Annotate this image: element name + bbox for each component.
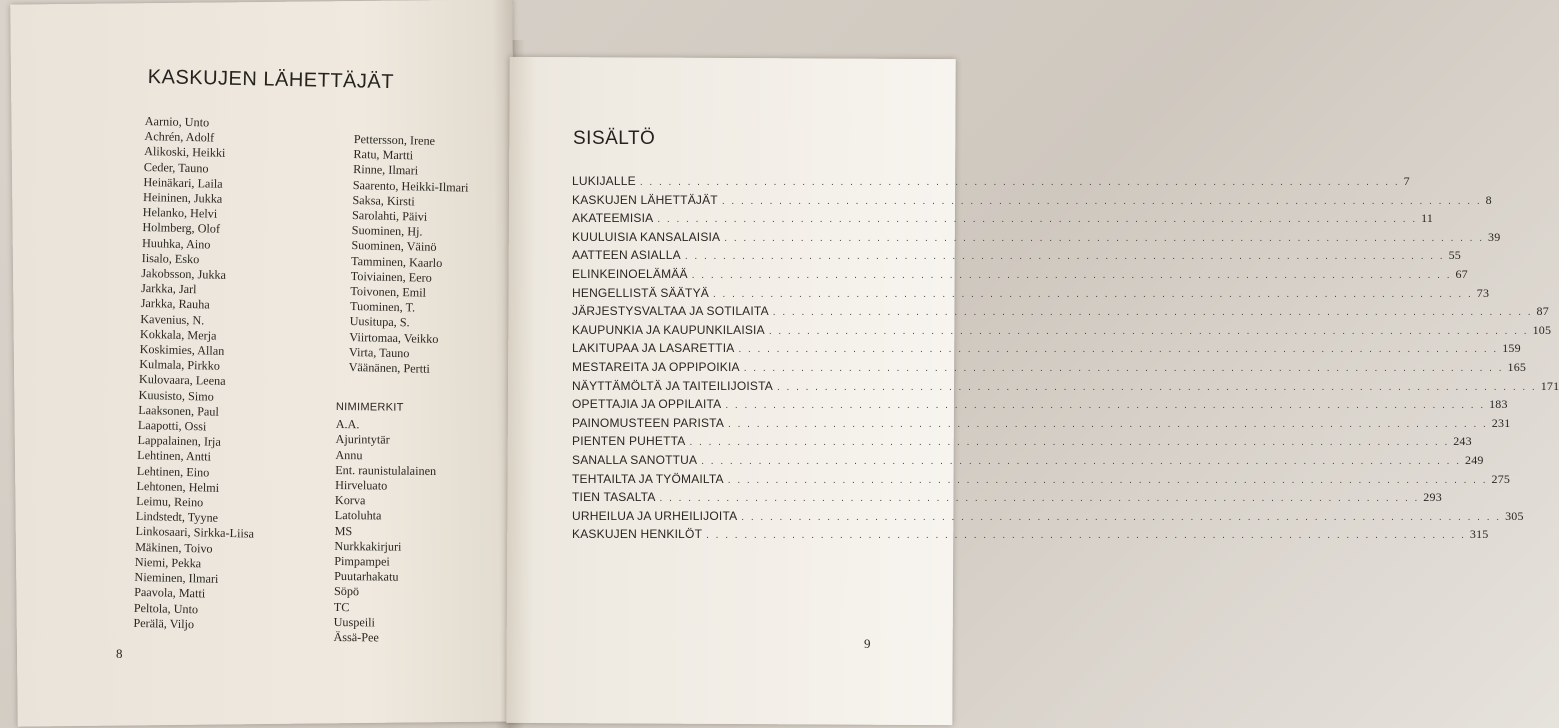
toc-entry-page: 315: [1469, 527, 1489, 542]
toc-entry: [572, 434, 1472, 453]
toc-dot-leader: . . . . . . . . . . . . . . . . . . . . . . . . . . . . . . . . . . . . . . . . . . . . . . . . . . . . . . . . . . . . . . . . . . . . . . . . . . . . . . . .: [741, 511, 1502, 523]
contributor-name: Helanko, Helvi: [142, 205, 218, 221]
toc-dot-leader: . . . . . . . . . . . . . . . . . . . . . . . . . . . . . . . . . . . . . . . . . . . . . . . . . . . . . . . . . . . . . . . . . . . . . . . . . . . . . . . .: [772, 307, 1533, 319]
toc-dot-leader: . . . . . . . . . . . . . . . . . . . . . . . . . . . . . . . . . . . . . . . . . . . . . . . . . . . . . . . . . . . . . . . . . . . . . . . . . . . . . . . .: [657, 214, 1418, 226]
contributor-name: Heininen, Jukka: [142, 189, 223, 206]
toc-dot-leader: . . . . . . . . . . . . . . . . . . . . . . . . . . . . . . . . . . . . . . . . . . . . . . . . . . . . . . . . . . . . . . . . . . . . . . . . . . . . . . . .: [738, 344, 1499, 356]
toc-entry-title: MESTAREITA JA OPPIPOIKIA: [572, 359, 740, 374]
toc-entry: [572, 415, 1511, 435]
toc-entry-page: 159: [1502, 341, 1521, 356]
toc-entry-title: KASKUJEN HENKILÖT: [572, 527, 703, 542]
contributor-name: Kuusisto, Simo: [138, 387, 214, 404]
table-of-contents: [572, 174, 1559, 546]
toc-entry-title: URHEILUA JA URHEILIJOITA: [572, 508, 738, 523]
contributor-name: Tamminen, Kaarlo: [350, 253, 443, 270]
pseudonym: Korva: [334, 493, 366, 508]
toc-entry-title: TIEN TASALTA: [572, 490, 656, 505]
toc-dot-leader: . . . . . . . . . . . . . . . . . . . . . . . . . . . . . . . . . . . . . . . . . . . . . . . . . . . . . . . . . . . . . . . . . . . . . . . . . . . . . . . .: [724, 232, 1485, 244]
contributors-column-2: [348, 132, 469, 378]
toc-entry-title: NÄYTTÄMÖLTÄ JA TAITEILIJOISTA: [572, 378, 773, 393]
pseudonym: Puutarhakatu: [334, 569, 399, 584]
toc-dot-leader: . . . . . . . . . . . . . . . . . . . . . . . . . . . . . . . . . . . . . . . . . . . . . . . . . . . . . . . . . . . . . . . . . . . . . . . . . . . . . . . .: [659, 493, 1420, 505]
toc-entry-page: 55: [1448, 248, 1461, 263]
toc-entry: [572, 211, 1434, 230]
contributors-heading: KASKUJEN LÄHETTÄJÄT: [147, 66, 395, 94]
contributors-column-1: [133, 114, 263, 633]
toc-dot-leader: . . . . . . . . . . . . . . . . . . . . . . . . . . . . . . . . . . . . . . . . . . . . . . . . . . . . . . . . . . . . . . . . . . . . . . . . . . . . . . . .: [725, 400, 1486, 412]
pseudonym: A.A.: [335, 417, 360, 432]
toc-entry-page: 171: [1540, 378, 1559, 393]
toc-entry-title: PIENTEN PUHETTA: [572, 434, 686, 449]
toc-entry: [572, 229, 1501, 249]
contents-heading: SISÄLTÖ: [573, 128, 656, 149]
toc-entry-title: TEHTAILTA JA TYÖMAILTA: [572, 471, 724, 486]
toc-entry-page: 305: [1505, 508, 1524, 523]
contributor-name: Lindstedt, Tyyne: [135, 509, 219, 526]
contributor-name: Mäkinen, Toivo: [135, 539, 213, 556]
toc-entry: [572, 174, 1410, 193]
contributor-name: Suominen, Hj.: [351, 223, 423, 239]
contributor-name: Lehtonen, Helmi: [136, 478, 220, 495]
toc-entry-title: JÄRJESTYSVALTAA JA SOTILAITA: [572, 304, 769, 319]
contributor-name: Niemi, Pekka: [134, 554, 202, 571]
contributor-name: Suominen, Väinö: [351, 238, 437, 255]
toc-dot-leader: . . . . . . . . . . . . . . . . . . . . . . . . . . . . . . . . . . . . . . . . . . . . . . . . . . . . . . . . . . . . . . . . . . . . . . . . . . . . . . . .: [728, 418, 1488, 430]
toc-entry-title: KAUPUNKIA JA KAUPUNKILAISIA: [572, 322, 765, 337]
pseudonyms-heading: NIMIMERKIT: [335, 400, 404, 414]
toc-dot-leader: . . . . . . . . . . . . . . . . . . . . . . . . . . . . . . . . . . . . . . . . . . . . . . . . . . . . . . . . . . . . . . . . . . . . . . . . . . . . . . . .: [691, 269, 1452, 281]
toc-entry-page: 183: [1489, 397, 1508, 412]
contributor-name: Tuominen, T.: [349, 299, 416, 315]
toc-entry: [572, 527, 1489, 546]
contributor-name: Rinne, Ilmari: [352, 162, 419, 178]
toc-entry-page: 293: [1423, 490, 1442, 505]
toc-entry-title: HENGELLISTÄ SÄÄTYÄ: [572, 285, 709, 300]
toc-entry-title: AKATEEMISIA: [572, 211, 654, 226]
toc-entry-page: 243: [1453, 434, 1472, 449]
toc-dot-leader: . . . . . . . . . . . . . . . . . . . . . . . . . . . . . . . . . . . . . . . . . . . . . . . . . . . . . . . . . . . . . . . . . . . . . . . . . . . . . . . .: [712, 288, 1473, 300]
contributor-name: Lappalainen, Irja: [137, 433, 221, 450]
left-page-number: 8: [116, 646, 123, 661]
toc-entry-title: PAINOMUSTEEN PARISTA: [572, 415, 725, 430]
pseudonym: TC: [333, 599, 350, 614]
contributor-name: Nieminen, Ilmari: [134, 569, 219, 586]
pseudonym: Uuspeili: [333, 614, 376, 630]
toc-entry: [572, 378, 1559, 398]
toc-entry-title: OPETTAJIA JA OPPILAITA: [572, 397, 722, 412]
toc-entry: [572, 285, 1490, 305]
contributor-name: Laapotti, Ossi: [137, 417, 207, 434]
toc-entry: [572, 304, 1549, 323]
toc-entry-title: ELINKEINOELÄMÄÄ: [572, 266, 688, 281]
contributor-name: Ratu, Martti: [353, 147, 414, 163]
pseudonym: Ent. raunistulalainen: [335, 462, 437, 478]
right-page-number: 9: [864, 636, 871, 651]
toc-entry: [572, 192, 1492, 212]
toc-entry: [572, 508, 1524, 528]
contributor-name: Jarkka, Jarl: [140, 281, 197, 297]
contributor-name: Pettersson, Irene: [353, 132, 436, 148]
toc-dot-leader: . . . . . . . . . . . . . . . . . . . . . . . . . . . . . . . . . . . . . . . . . . . . . . . . . . . . . . . . . . . . . . . . . . . . . . . . . . . . . . . .: [689, 437, 1450, 449]
contributor-name: Jakobsson, Jukka: [141, 265, 227, 282]
contributor-name: Iisalo, Esko: [141, 250, 200, 267]
contributor-name: Kulmala, Pirkko: [139, 357, 221, 374]
contributor-name: Saarento, Heikki-Ilmari: [352, 177, 469, 195]
contributor-name: Aarnio, Unto: [144, 114, 210, 130]
toc-dot-leader: . . . . . . . . . . . . . . . . . . . . . . . . . . . . . . . . . . . . . . . . . . . . . . . . . . . . . . . . . . . . . . . . . . . . . . . . . . . . . . . .: [701, 455, 1462, 467]
toc-entry: [572, 359, 1527, 379]
toc-entry: [572, 490, 1442, 509]
pseudonym: Söpö: [333, 584, 360, 599]
toc-entry: [572, 341, 1521, 360]
pseudonym: MS: [334, 523, 353, 538]
contributor-name: Laaksonen, Paul: [138, 402, 219, 419]
contributor-name: Sarolahti, Päivi: [351, 207, 428, 224]
toc-dot-leader: . . . . . . . . . . . . . . . . . . . . . . . . . . . . . . . . . . . . . . . . . . . . . . . . . . . . . . . . . . . . . . . . . . . . . . . . . . . . . . . .: [721, 195, 1482, 207]
contributor-name: Virta, Tauno: [348, 344, 410, 361]
contributor-name: Koskimies, Allan: [139, 341, 225, 358]
contributor-name: Perälä, Viljo: [133, 615, 195, 631]
contributor-name: Viirtomaa, Veikko: [349, 329, 439, 346]
toc-dot-leader: . . . . . . . . . . . . . . . . . . . . . . . . . . . . . . . . . . . . . . . . . . . . . . . . . . . . . . . . . . . . . . . . . . . . . . . . . . . . . . . .: [743, 362, 1504, 374]
toc-entry-page: 7: [1403, 174, 1410, 188]
toc-entry-title: LUKIJALLE: [572, 174, 636, 188]
toc-entry-page: 8: [1485, 192, 1492, 207]
toc-dot-leader: . . . . . . . . . . . . . . . . . . . . . . . . . . . . . . . . . . . . . . . . . . . . . . . . . . . . . . . . . . . . . . . . . . . . . . . . . . . . . . . .: [706, 530, 1466, 542]
toc-entry-page: 231: [1491, 415, 1511, 430]
contributor-name: Peltola, Unto: [133, 600, 199, 616]
toc-dot-leader: . . . . . . . . . . . . . . . . . . . . . . . . . . . . . . . . . . . . . . . . . . . . . . . . . . . . . . . . . . . . . . . . . . . . . . . . . . . . . . . .: [727, 474, 1488, 486]
contributor-name: Väänänen, Pertti: [348, 359, 431, 376]
toc-entry: [572, 397, 1508, 416]
contributor-name: Kulovaara, Leena: [138, 372, 226, 389]
toc-entry-page: 165: [1507, 359, 1527, 374]
contributor-name: Kokkala, Merja: [139, 326, 217, 343]
contributor-name: Holmberg, Olof: [142, 220, 221, 237]
contributor-name: Kavenius, N.: [140, 311, 205, 328]
contributor-name: Paavola, Matti: [133, 585, 206, 601]
toc-entry: [572, 452, 1484, 472]
contributor-name: Huuhka, Aino: [141, 235, 211, 252]
toc-entry-page: 275: [1491, 471, 1511, 486]
toc-entry: [572, 266, 1468, 286]
toc-entry-page: 87: [1536, 304, 1549, 319]
contributor-name: Uusitupa, S.: [349, 314, 410, 330]
pseudonym: Latoluhta: [334, 508, 382, 523]
toc-dot-leader: . . . . . . . . . . . . . . . . . . . . . . . . . . . . . . . . . . . . . . . . . . . . . . . . . . . . . . . . . . . . . . . . . . . . . . . . . . . . . . . .: [639, 177, 1400, 188]
pseudonyms-list: [333, 417, 436, 646]
toc-entry-title: KASKUJEN LÄHETTÄJÄT: [572, 192, 718, 207]
pseudonym: Ajurintytär: [335, 432, 390, 447]
contributor-name: Alikoski, Heikki: [143, 144, 226, 161]
toc-dot-leader: . . . . . . . . . . . . . . . . . . . . . . . . . . . . . . . . . . . . . . . . . . . . . . . . . . . . . . . . . . . . . . . . . . . . . . . . . . . . . . . .: [684, 251, 1445, 263]
toc-entry-title: KUULUISIA KANSALAISIA: [572, 229, 721, 244]
pseudonym: Pimpampei: [334, 554, 390, 569]
toc-entry-page: 11: [1421, 211, 1434, 226]
contributor-name: Toiviainen, Eero: [350, 268, 432, 285]
contributor-name: Ceder, Tauno: [143, 159, 209, 176]
contributor-name: Jarkka, Rauha: [140, 296, 210, 312]
toc-dot-leader: . . . . . . . . . . . . . . . . . . . . . . . . . . . . . . . . . . . . . . . . . . . . . . . . . . . . . . . . . . . . . . . . . . . . . . . . . . . . . . . .: [768, 325, 1529, 337]
toc-entry-page: 67: [1455, 266, 1468, 281]
toc-entry-title: AATTEEN ASIALLA: [572, 248, 681, 263]
contributor-name: Leimu, Reino: [136, 493, 204, 510]
contributor-name: Saksa, Kirsti: [352, 192, 415, 209]
toc-dot-leader: . . . . . . . . . . . . . . . . . . . . . . . . . . . . . . . . . . . . . . . . . . . . . . . . . . . . . . . . . . . . . . . . . . . . . . . . . . . . . . . .: [776, 381, 1537, 393]
pseudonym: Ässä-Pee: [333, 630, 379, 645]
toc-entry: [572, 322, 1552, 342]
pseudonyms-column: [333, 400, 436, 646]
contributor-name: Heinäkari, Laila: [143, 174, 223, 191]
toc-entry-title: LAKITUPAA JA LASARETTIA: [572, 341, 735, 356]
contributor-name: Linkosaari, Sirkka-Liisa: [135, 524, 255, 542]
contributor-name: Lehtinen, Antti: [137, 448, 212, 465]
toc-entry-title: SANALLA SANOTTUA: [572, 452, 698, 467]
toc-entry-page: 249: [1465, 452, 1484, 467]
contributor-name: Achrén, Adolf: [144, 129, 215, 145]
pseudonym: Annu: [335, 447, 363, 462]
pseudonym: Hirveluato: [335, 478, 388, 493]
toc-entry: [572, 471, 1511, 491]
contributor-name: Toivonen, Emil: [350, 283, 427, 300]
toc-entry-page: 105: [1532, 322, 1552, 337]
toc-entry: [572, 248, 1461, 267]
pseudonym: Nurkkakirjuri: [334, 538, 402, 554]
toc-entry-page: 39: [1488, 229, 1501, 244]
contributor-name: Lehtinen, Eino: [136, 463, 210, 480]
toc-entry-page: 73: [1476, 285, 1490, 300]
